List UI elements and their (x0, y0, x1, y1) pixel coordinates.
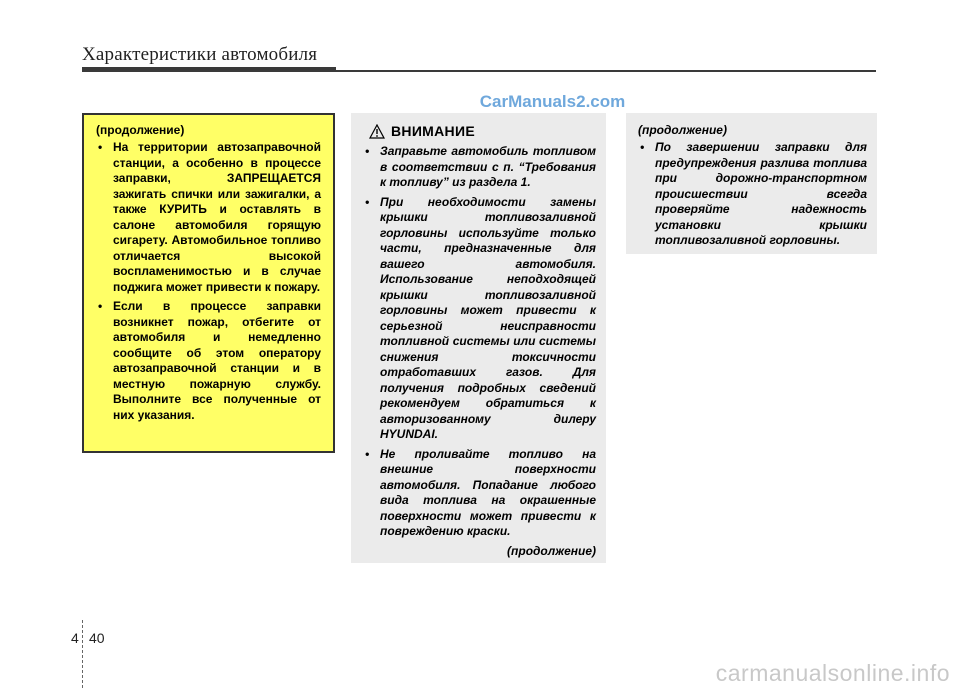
page-divider (82, 620, 83, 688)
list-item-text: При необходимости замены крышки топливозаливной горловины используйте только части, предназначенные для вашего автомобиля. Использование неподходящей крышки топливозаливной горловины может привести к серьезной неисправности топливной системы или системы снижения токсичности отработавших газов. Для получения подробных сведений рекомендуем обратиться к авторизованному дилеру HYUNDAI. (380, 194, 596, 441)
list-item-text: По завершении заправки для предупреждения разлива топлива при дорожно-транспортном происшествии всегда проверяйте надежность установки крышки топливозаливной горловины. (655, 140, 867, 247)
list-item-text: На территории автозаправочной станции, а особенно в процессе заправки, ЗАПРЕЩАЕТСЯ зажигать спички или зажигалки, а также КУРИТЬ и оставлять в салоне автомобиля горящую сигарету. Автомобильное топливо отличается высокой воспламенимостью и в случае поджига может привести к пожару. (113, 140, 321, 294)
page-number: 40 (89, 630, 105, 646)
continued-label: (продолжение) (96, 123, 185, 137)
continued-footer: (продолжение) (507, 543, 596, 558)
bullet: • (365, 144, 370, 158)
continued-label: (продолжение) (638, 123, 727, 137)
warning-title: ВНИМАНИЕ (391, 123, 475, 139)
page-title: Характеристики автомобиля (82, 44, 318, 65)
watermark-top: CarManuals2.com (479, 92, 626, 111)
list-item (96, 299, 321, 423)
bullet: • (365, 446, 370, 461)
list-item-text: Не проливайте топливо на внешние поверхности автомобиля. Попадание любого вида топлива на окрашенные поверхности может привести к повреждению краски. (380, 446, 596, 538)
bullet: • (365, 194, 370, 209)
list-item-text: Заправьте автомобиль топливом в соответствии с п. “Требования к топливу” из раздела 1. (380, 144, 596, 189)
list-item (363, 144, 596, 191)
section-number: 4 (71, 630, 79, 646)
header-rule-thin (336, 70, 876, 72)
bullet: • (98, 140, 103, 154)
continued-panel (626, 113, 877, 254)
bullet: • (98, 299, 103, 313)
watermark-bottom: carmanualsonline.info (715, 660, 950, 686)
bullet: • (640, 140, 645, 154)
list-item (638, 140, 867, 249)
caution-note-panel (82, 113, 335, 453)
warning-panel (351, 113, 606, 563)
list-item (363, 447, 596, 540)
list-item-text: Если в процессе заправки возникнет пожар, отбегите от автомобиля и немедленно сообщите об этом оператору автозаправочной станции и в местную пожарную службу. Выполните все полученные от них указания. (113, 299, 321, 422)
list-item (96, 140, 321, 295)
list-item (363, 195, 596, 443)
header-rule-thick (82, 67, 336, 72)
warning-triangle-icon (369, 124, 385, 139)
warning-header (369, 123, 596, 139)
